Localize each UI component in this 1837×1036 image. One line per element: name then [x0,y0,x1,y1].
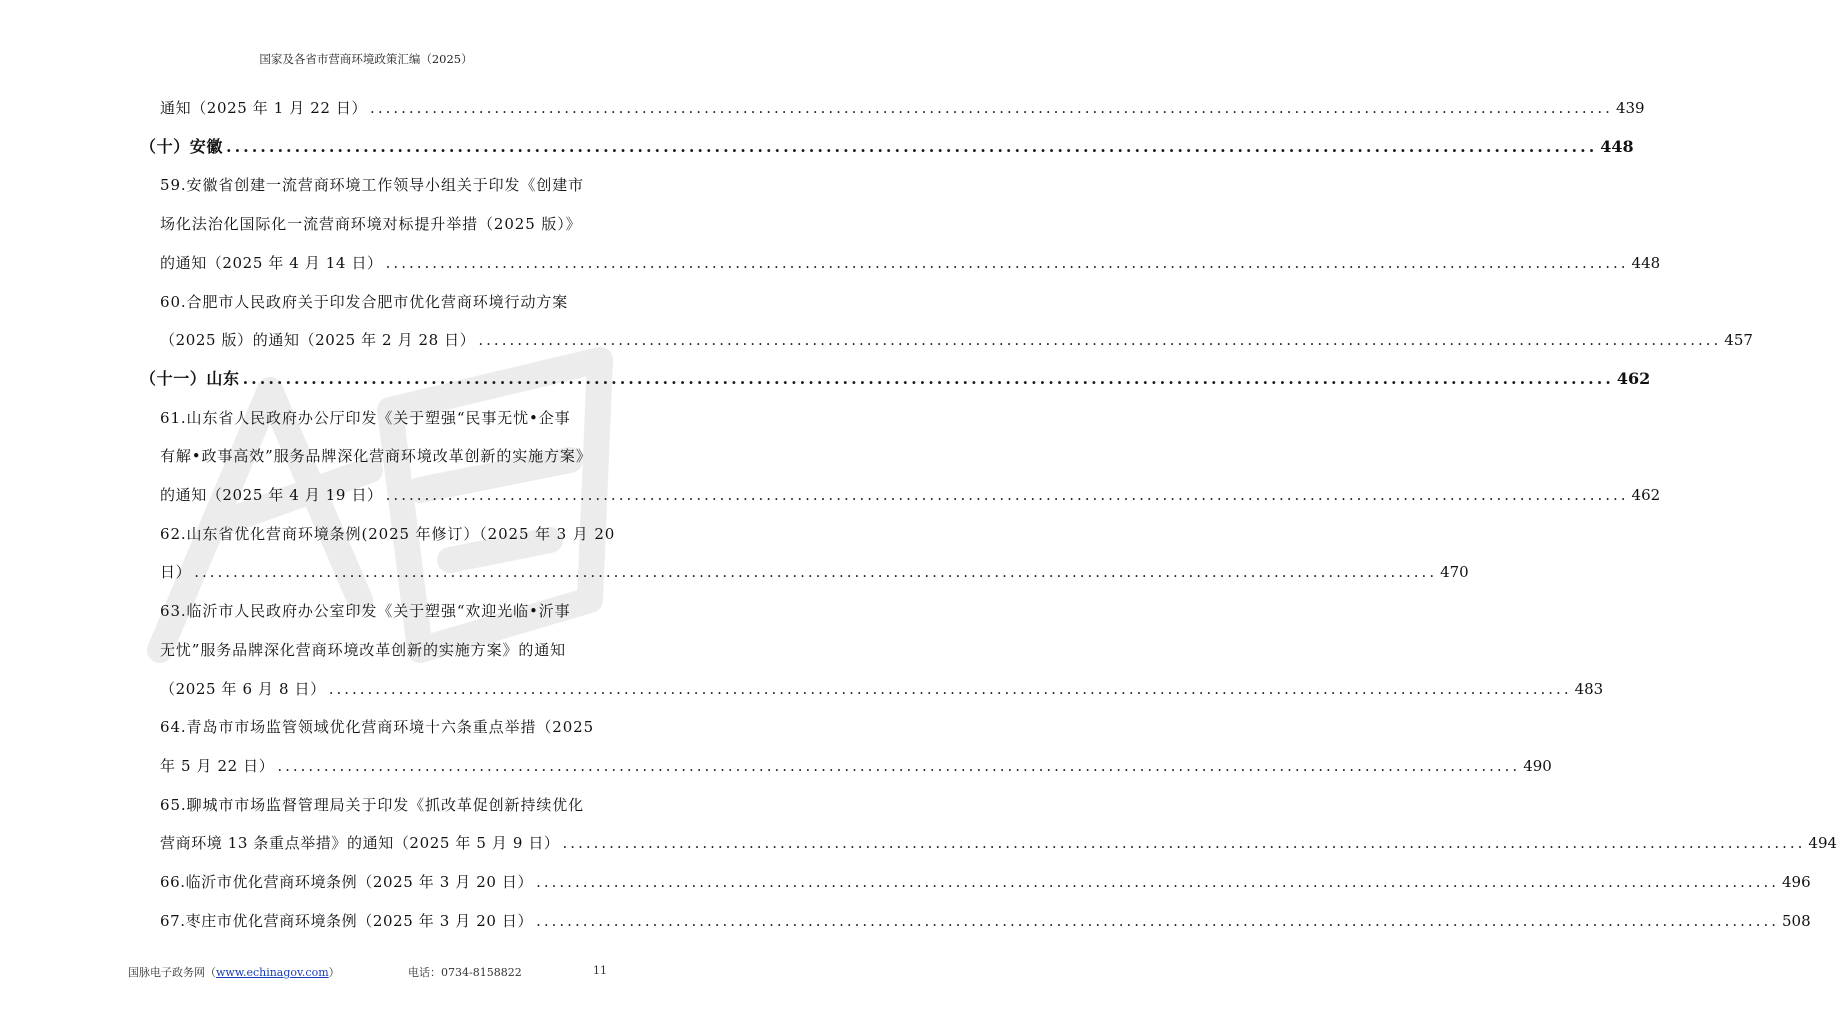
toc-entry-text: （2025 版）的通知（2025 年 2 月 28 日） [160,331,476,350]
toc-page-number: 494 [1808,834,1837,853]
toc-entry-line[interactable] [160,251,1661,275]
toc-entry-text: 64.青岛市市场监管领域优化营商环境十六条重点举措（2025 [160,718,595,737]
toc-entry-text: 67.枣庄市优化营商环境条例（2025 年 3 月 20 日） [160,911,534,930]
toc-entry-line [160,715,622,739]
toc-entry-line[interactable] [160,754,1552,778]
toc-entry-line [160,406,622,430]
toc-entry-text: 通知（2025 年 1 月 22 日） [160,99,368,117]
toc-leader-dots: ................................................................................................................................................................ [370,99,1613,117]
toc-entry-line [160,793,622,817]
toc-entry-text: 59.安徽省创建一流营商环境工作领导小组关于印发《创建市 [160,176,585,195]
toc-entry-text: 有解•政事高效”服务品牌深化营商环境改革创新的实施方案》 [160,447,592,466]
toc-leader-dots: ................................................................................................................................................................ [385,253,1629,272]
toc-entry-line [160,173,622,197]
toc-leader-dots: ................................................................................................................................................................ [385,486,1629,504]
toc-entry-text: 62.山东省优化营商环境条例(2025 年修订）（2025 年 3 月 20 [160,524,616,543]
toc-entry-text: 60.合肥市人民政府关于印发合肥市优化营商环境行动方案 [160,292,569,311]
toc-leader-dots: ................................................................................................................................................................ [328,679,1572,698]
toc-entry-text: 日） [160,563,192,582]
toc-leader-dots: ................................................................................................................................................................ [242,368,1614,388]
footer-phone: 电话：0734-8158822 [408,966,522,979]
toc-page-number: 448 [1600,136,1634,156]
toc-entry-text: 场化法治化国际化一流营商环境对标提升举措（2025 版）》 [160,215,582,234]
toc-page-number: 462 [1616,368,1651,388]
toc-entry-text: 63.临沂市人民政府办公室印发《关于塑强“欢迎光临•沂事 [160,602,571,621]
toc-entry-line[interactable] [160,483,1661,507]
toc-page-number: 439 [1615,99,1645,117]
toc-section-heading[interactable] [140,367,1651,391]
toc-entry-text: 61.山东省人民政府办公厅印发《关于塑强“民事无忧•企事 [160,408,571,427]
toc-entry-text: 65.聊城市市场监督管理局关于印发《抓改革促创新持续优化 [160,795,585,814]
toc-leader-dots: ................................................................................................................................................................ [536,911,1779,930]
toc-entry-text: 66.临沂市优化营商环境条例（2025 年 3 月 20 日） [160,873,534,891]
toc-section-heading[interactable] [140,135,1634,159]
toc-entry-line [160,212,622,236]
toc-entry-line[interactable] [160,677,1604,701]
toc-entry-line[interactable] [160,560,1469,584]
toc-entry-line [160,444,622,468]
toc-leader-dots: ................................................................................................................................................................ [194,563,1438,582]
toc-entry-text: （十）安徽 [140,136,224,156]
toc-entry-line [160,290,622,314]
toc-leader-dots: ................................................................................................................................................................ [562,834,1806,853]
toc-entry-text: （十一）山东 [140,368,240,388]
toc-leader-dots: ................................................................................................................................................................ [536,873,1779,891]
toc-entry-line[interactable] [160,328,1753,352]
toc-entry-text: （2025 年 6 月 8 日） [160,679,326,698]
toc-page-number: 490 [1523,756,1552,775]
page-header: 国家及各省市营商环境政策汇编（2025） [259,52,473,66]
toc-leader-dots: ................................................................................................................................................................ [226,136,1598,156]
toc-page-number: 496 [1782,873,1811,891]
footer-page-number: 11 [593,964,607,977]
toc-entry-text: 的通知（2025 年 4 月 19 日） [160,486,383,504]
toc-entry-text: 年 5 月 22 日） [160,756,275,775]
toc-page-number: 457 [1724,331,1753,350]
toc-leader-dots: ................................................................................................................................................................ [478,331,1722,350]
toc-entry-line[interactable] [160,870,1811,894]
toc-page-number: 448 [1631,253,1661,272]
toc-page-number: 470 [1440,563,1469,582]
toc-page-number: 462 [1631,486,1661,504]
toc-entry-line[interactable] [160,96,1645,120]
toc-entry-line[interactable] [160,909,1811,933]
toc-entry-line [160,522,622,546]
toc-entry-line [160,599,622,623]
toc-page-number: 483 [1574,679,1604,698]
toc-entry-line [160,638,622,662]
footer-org: 国脉电子政务网（ [128,966,216,979]
toc-page-number: 508 [1782,911,1811,930]
toc-entry-text: 的通知（2025 年 4 月 14 日） [160,253,383,272]
footer-org-close: ） [328,966,340,979]
toc-leader-dots: ................................................................................................................................................................ [277,756,1521,775]
footer-url-link[interactable]: www.echinagov.com [216,966,329,979]
toc-entry-text: 无忧”服务品牌深化营商环境改革创新的实施方案》的通知 [160,640,567,659]
toc-entry-line[interactable] [160,831,1837,855]
toc-entry-text: 营商环境 13 条重点举措》的通知（2025 年 5 月 9 日） [160,834,560,853]
